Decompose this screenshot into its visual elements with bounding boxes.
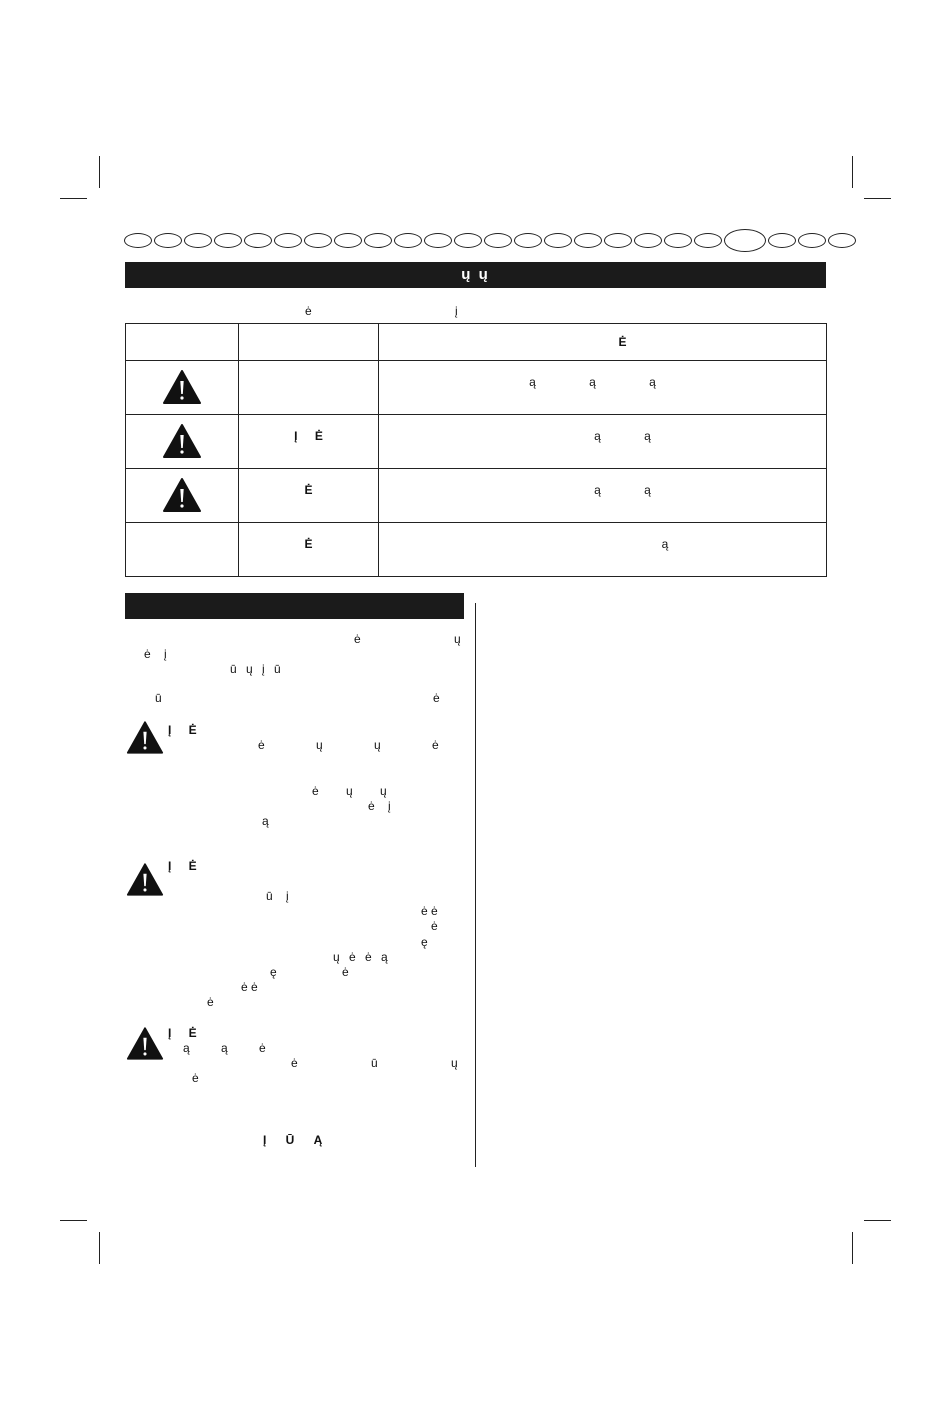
body-line: ū ų į ū — [230, 662, 281, 676]
table-header-row — [126, 324, 827, 361]
language-tabs — [124, 229, 826, 251]
header-cell — [126, 324, 239, 361]
language-tab — [244, 233, 272, 248]
language-tab-active — [724, 229, 766, 252]
warning-triangle-icon — [162, 423, 202, 459]
language-tab — [214, 233, 242, 248]
body-line: ė ų ų ė — [258, 738, 439, 752]
warning-triangle-icon — [126, 862, 164, 897]
body-line: ę ė — [270, 965, 349, 979]
signal-word-cell: Ė — [239, 469, 379, 523]
warning-triangle-icon — [162, 477, 202, 513]
crop-mark — [864, 1220, 891, 1221]
language-tab — [828, 233, 856, 248]
page-title-bar — [125, 262, 826, 288]
language-tab — [574, 233, 602, 248]
description-cell: ą ą — [379, 469, 827, 523]
crop-mark — [60, 1220, 87, 1221]
header-cell — [239, 324, 379, 361]
warning-triangle-icon — [126, 1026, 164, 1061]
body-line: ė — [207, 995, 214, 1009]
body-line: ė ū ų — [291, 1056, 458, 1070]
language-tab — [484, 233, 512, 248]
icon-cell — [126, 415, 239, 469]
header-cell — [379, 324, 827, 361]
table-row — [126, 523, 827, 577]
language-tab — [274, 233, 302, 248]
table-row — [126, 361, 827, 415]
footer-heading: Į Ū Ą — [263, 1133, 323, 1147]
icon-cell — [126, 523, 239, 577]
column-divider — [475, 603, 476, 1167]
body-line: ė ė — [241, 980, 258, 994]
page-title: ų ų — [461, 266, 490, 283]
language-tab — [394, 233, 422, 248]
language-tab — [514, 233, 542, 248]
language-tab — [634, 233, 662, 248]
warning-title: Į Ė — [168, 723, 197, 737]
language-tab — [664, 233, 692, 248]
language-tab — [454, 233, 482, 248]
header-label: Ė — [618, 335, 627, 349]
language-tab — [694, 233, 722, 248]
crop-mark — [99, 156, 100, 188]
language-tab — [304, 233, 332, 248]
body-line: ė ė — [421, 904, 438, 918]
body-line: ū į — [266, 889, 289, 903]
body-line: ė — [431, 919, 438, 933]
description-cell: ą — [379, 523, 827, 577]
icon-cell — [126, 361, 239, 415]
body-line: ė ų ų — [312, 784, 387, 798]
icon-cell — [126, 469, 239, 523]
language-tab — [544, 233, 572, 248]
crop-mark — [852, 156, 853, 188]
warning-title: Į Ė — [168, 859, 197, 873]
language-tab — [184, 233, 212, 248]
language-tab — [364, 233, 392, 248]
body-line: ė į — [144, 647, 167, 661]
body-line: ę — [421, 935, 428, 949]
crop-mark — [99, 1232, 100, 1264]
language-tab — [124, 233, 152, 248]
warning-triangle-icon — [162, 369, 202, 405]
crop-mark — [60, 198, 87, 199]
language-tab — [424, 233, 452, 248]
body-line: ė — [192, 1071, 199, 1085]
language-tab — [334, 233, 362, 248]
body-line: ū ė — [155, 691, 440, 705]
body-line: ė į — [368, 799, 391, 813]
body-line: ą — [262, 814, 269, 828]
warning-triangle-icon — [126, 720, 164, 755]
body-line: ė ų — [354, 632, 461, 646]
body-line: ų ė ė ą — [333, 950, 388, 964]
description-cell: ą ą — [379, 415, 827, 469]
table-row — [126, 469, 827, 523]
language-tab — [604, 233, 632, 248]
table-row — [126, 415, 827, 469]
language-tab — [798, 233, 826, 248]
language-tab — [154, 233, 182, 248]
symbol-table — [125, 323, 827, 577]
warning-title: Į Ė — [168, 1026, 197, 1040]
section-heading-bar — [125, 593, 464, 619]
signal-word-cell: Į Ė — [239, 415, 379, 469]
signal-word-cell — [239, 361, 379, 415]
language-tab — [768, 233, 796, 248]
intro-text: ė į — [305, 304, 458, 318]
crop-mark — [852, 1232, 853, 1264]
signal-word-cell: Ė — [239, 523, 379, 577]
crop-mark — [864, 198, 891, 199]
description-cell: ą ą ą — [379, 361, 827, 415]
body-line: ą ą ė — [183, 1041, 266, 1055]
